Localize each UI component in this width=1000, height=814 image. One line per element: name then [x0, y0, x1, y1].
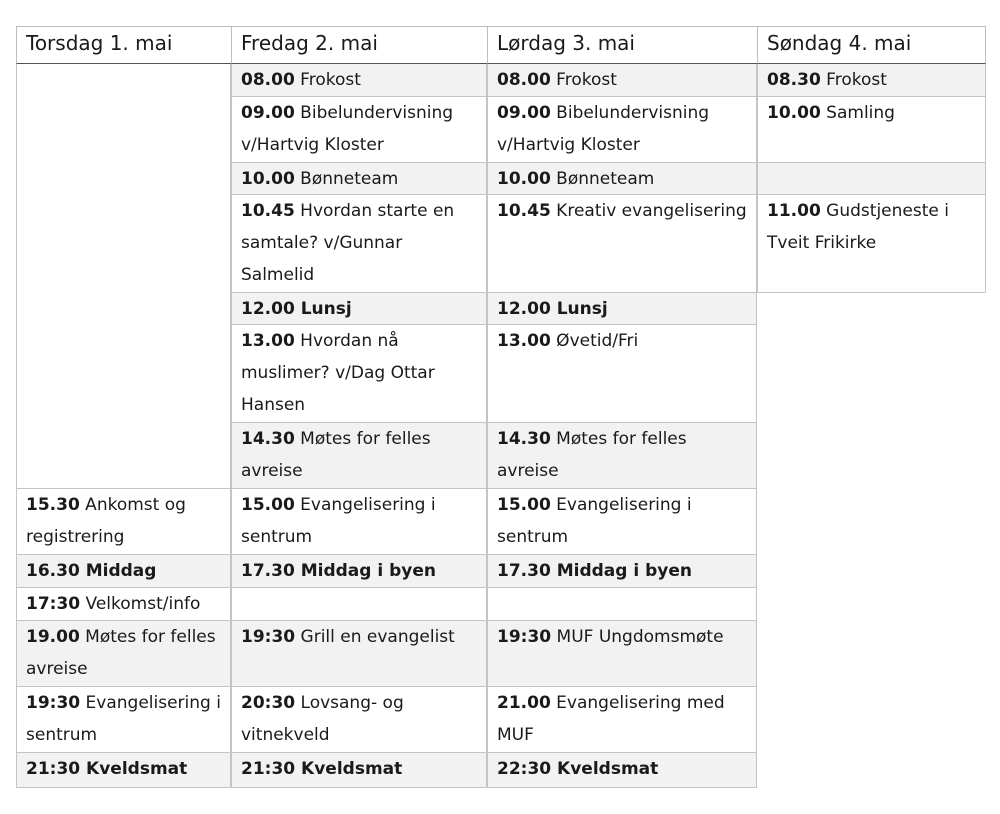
header-fredag: Fredag 2. mai	[231, 26, 487, 64]
event-time: 10.45	[497, 201, 551, 221]
event-title: Grill en evangelist	[295, 627, 455, 647]
event-time: 15.30	[26, 495, 80, 515]
event-time: 08.30	[767, 70, 821, 90]
event-time: 19.00	[26, 627, 80, 647]
fredag-row	[231, 422, 487, 489]
event-title: Bibelundervisning v/Hartvig Kloster	[497, 103, 710, 155]
event-title: Middag	[79, 561, 157, 581]
event-time: 17.30	[241, 561, 295, 581]
event-title: Frokost	[550, 70, 617, 90]
event-title: Gudstjeneste i Tveit Frikirke	[767, 201, 949, 253]
event-title: Samling	[820, 103, 895, 123]
event-title: Bønneteam	[550, 169, 655, 189]
lordag-row	[487, 488, 757, 555]
event-title: Lunsj	[550, 299, 608, 319]
header-lordag: Lørdag 3. mai	[487, 26, 757, 64]
event-title: Frokost	[294, 70, 361, 90]
lordag-row	[487, 162, 757, 195]
torsdag-row	[16, 752, 231, 788]
event-time: 14.30	[241, 429, 295, 449]
torsdag-row	[16, 554, 231, 588]
fredag-row	[231, 324, 487, 423]
event-time: 13.00	[241, 331, 295, 351]
event-time: 09.00	[497, 103, 551, 123]
event-title: Ankomst og registrering	[26, 495, 186, 547]
event-time: 19:30	[26, 693, 81, 713]
torsdag-row	[16, 686, 231, 753]
event-time: 08.00	[497, 70, 551, 90]
header-sondag: Søndag 4. mai	[757, 26, 986, 64]
torsdag-row	[16, 620, 231, 687]
event-title: Hvordan nå muslimer? v/Dag Ottar Hansen	[241, 331, 435, 415]
event-time: 22:30	[497, 759, 552, 779]
event-time: 10.45	[241, 201, 295, 221]
event-title: Bibelundervisning v/Hartvig Kloster	[241, 103, 454, 155]
lordag-row	[487, 422, 757, 489]
event-time: 17:30	[26, 594, 81, 614]
event-time: 11.00	[767, 201, 821, 221]
sondag-row	[757, 96, 986, 163]
event-title: Evangelisering i sentrum	[497, 495, 692, 547]
event-title: Middag i byen	[294, 561, 436, 581]
fredag-row	[231, 194, 487, 293]
event-title: Frokost	[820, 70, 887, 90]
event-title: Evangelisering i sentrum	[241, 495, 436, 547]
event-title: Møtes for felles avreise	[26, 627, 216, 679]
event-time: 19:30	[497, 627, 552, 647]
event-time: 10.00	[241, 169, 295, 189]
torsdag-row	[16, 587, 231, 621]
lordag-row	[487, 686, 757, 753]
event-time: 08.00	[241, 70, 295, 90]
event-time: 19:30	[241, 627, 296, 647]
event-time: 15.00	[241, 495, 295, 515]
event-title: Møtes for felles avreise	[241, 429, 431, 481]
lordag-row	[487, 620, 757, 687]
event-time: 10.00	[497, 169, 551, 189]
fredag-row	[231, 162, 487, 195]
lordag-row	[487, 554, 757, 588]
event-title: Velkomst/info	[80, 594, 201, 614]
event-title: Bønneteam	[294, 169, 399, 189]
event-time: 09.00	[241, 103, 295, 123]
event-title: Lovsang- og vitnekveld	[241, 693, 404, 745]
event-title: Evangelisering i sentrum	[26, 693, 221, 745]
event-title: Møtes for felles avreise	[497, 429, 687, 481]
fredag-row	[231, 620, 487, 687]
fredag-row	[231, 686, 487, 753]
event-time: 14.30	[497, 429, 551, 449]
lordag-row	[487, 194, 757, 293]
event-title: Kreativ evangelisering	[550, 201, 747, 221]
fredag-row	[231, 554, 487, 588]
event-title: Øvetid/Fri	[550, 331, 639, 351]
lordag-row	[487, 324, 757, 423]
event-time: 13.00	[497, 331, 551, 351]
event-title: MUF Ungdomsmøte	[551, 627, 724, 647]
event-time: 21.00	[497, 693, 551, 713]
event-time: 21:30	[241, 759, 296, 779]
header-torsdag: Torsdag 1. mai	[16, 26, 231, 64]
fredag-row	[231, 96, 487, 163]
event-time: 20:30	[241, 693, 296, 713]
event-time: 12.00	[497, 299, 551, 319]
fredag-row	[231, 488, 487, 555]
event-time: 16.30	[26, 561, 80, 581]
event-time: 10.00	[767, 103, 821, 123]
sondag-row	[757, 162, 986, 195]
event-title: Kveldsmat	[551, 759, 659, 779]
lordag-row	[487, 64, 757, 97]
sondag-row	[757, 64, 986, 97]
event-title: Kveldsmat	[295, 759, 403, 779]
fredag-row	[231, 752, 487, 788]
fredag-row	[231, 64, 487, 97]
event-title: Lunsj	[294, 299, 352, 319]
torsdag-row	[16, 488, 231, 555]
event-time: 17.30	[497, 561, 551, 581]
event-time: 15.00	[497, 495, 551, 515]
schedule-table	[16, 26, 986, 788]
torsdag-empty-block	[16, 64, 231, 489]
fredag-row	[231, 292, 487, 325]
event-title: Middag i byen	[550, 561, 692, 581]
lordag-row	[487, 292, 757, 325]
event-title: Hvordan starte en samtale? v/Gunnar Salmelid	[241, 201, 455, 285]
event-time: 12.00	[241, 299, 295, 319]
fredag-row	[231, 587, 487, 621]
event-title: Kveldsmat	[80, 759, 188, 779]
event-title: Evangelisering med MUF	[497, 693, 725, 745]
event-time: 21:30	[26, 759, 81, 779]
sondag-row	[757, 194, 986, 293]
lordag-row	[487, 96, 757, 163]
lordag-row	[487, 587, 757, 621]
lordag-row	[487, 752, 757, 788]
